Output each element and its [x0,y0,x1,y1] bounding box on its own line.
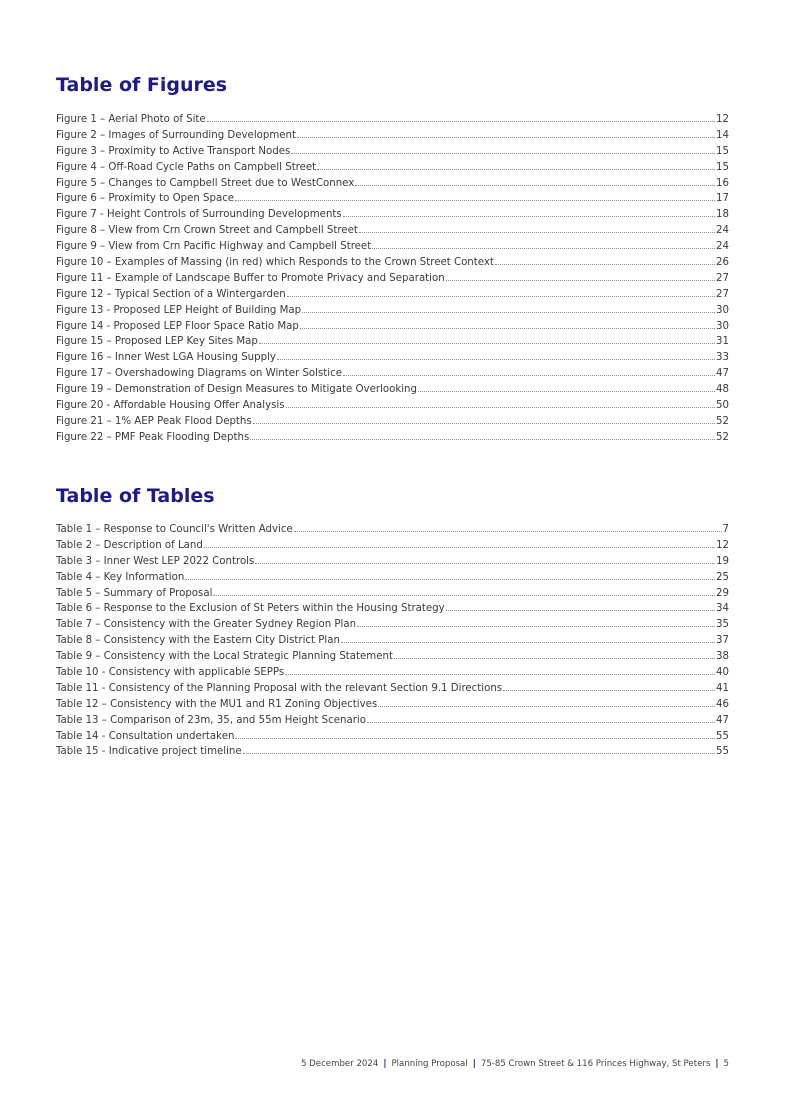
figure-entry[interactable] [56,271,729,287]
table-entry-label: Table 2 – Description of Land [56,539,203,551]
dot-leader [317,169,715,170]
figure-entry-page: 52 [716,415,729,427]
figure-entry-page: 15 [716,161,729,173]
figure-entry-label: Figure 5 – Changes to Campbell Street due to WestConnex [56,177,355,189]
table-entry[interactable] [56,665,729,681]
figure-entry[interactable] [56,350,729,366]
figure-entry-label: Figure 15 – Proposed LEP Key Sites Map [56,336,258,348]
figure-entry-page: 24 [716,225,729,237]
figure-entry-label: Figure 11 – Example of Landscape Buffer to Promote Privacy and Separation [56,272,445,284]
table-entry-label: Table 5 – Summary of Proposal [56,587,213,599]
figure-entry[interactable] [56,398,729,414]
table-entry-label: Table 11 - Consistency of the Planning Proposal with the relevant Section 9.1 Directions [56,682,503,694]
figure-entry-label: Figure 13 - Proposed LEP Height of Building Map [56,304,302,316]
figure-entry[interactable] [56,382,729,398]
table-entry-label: Table 12 – Consistency with the MU1 and R1 Zoning Objectives [56,698,378,710]
table-entry-page: 55 [716,730,729,742]
figure-entry-page: 18 [716,209,729,221]
dot-leader [302,312,715,313]
table-entry[interactable] [56,554,729,570]
table-of-figures-list [56,112,729,446]
dot-leader [286,407,715,408]
figure-entry-page: 26 [716,257,729,269]
table-entry-label: Table 6 – Response to the Exclusion of St Peters within the Housing Strategy [56,603,445,615]
dot-leader [285,674,715,675]
figure-entry[interactable] [56,223,729,239]
table-entry[interactable] [56,713,729,729]
table-entry[interactable] [56,681,729,697]
table-entry[interactable] [56,649,729,665]
dot-leader [235,200,715,201]
dot-leader [357,626,715,627]
table-entry[interactable] [56,633,729,649]
figure-entry-page: 30 [716,304,729,316]
table-entry[interactable] [56,586,729,602]
table-entry-label: Table 14 - Consultation undertaken [56,730,235,742]
table-entry-label: Table 4 – Key Information [56,571,185,583]
figure-entry-label: Figure 9 – View from Crn Pacific Highway and Campbell Street [56,241,372,253]
dot-leader [204,547,715,548]
dot-leader [495,264,715,265]
figure-entry-label: Figure 14 - Proposed LEP Floor Space Ratio Map [56,320,299,332]
dot-leader [250,439,715,440]
table-entry-page: 29 [716,587,729,599]
dot-leader [185,579,715,580]
figure-entry-page: 14 [716,129,729,141]
figure-entry-page: 27 [716,272,729,284]
dot-leader [243,753,715,754]
figure-entry-label: Figure 8 – View from Crn Crown Street and Campbell Street [56,225,358,237]
table-entry[interactable] [56,744,729,760]
table-entry-page: 55 [716,746,729,758]
dot-leader [446,610,715,611]
table-entry-page: 41 [716,682,729,694]
table-entry-label: Table 7 – Consistency with the Greater Sydney Region Plan [56,619,357,631]
figure-entry-label: Figure 7 - Height Controls of Surrounding Developments [56,209,342,221]
figure-entry-label: Figure 1 – Aerial Photo of Site [56,114,206,125]
table-entry[interactable] [56,697,729,713]
table-entry[interactable] [56,601,729,617]
figure-entry[interactable] [56,128,729,144]
dot-leader [359,232,715,233]
figure-entry[interactable] [56,160,729,176]
footer-date: 5 December 2024 [300,1059,379,1069]
table-entry-label: Table 15 - Indicative project timeline [56,746,242,758]
table-entry-page: 46 [716,698,729,710]
figure-entry-page: 48 [716,384,729,396]
figure-entry-page: 12 [716,114,729,125]
figure-entry-page: 30 [716,320,729,332]
figure-entry-page: 47 [716,368,729,380]
dot-leader [418,391,715,392]
figure-entry[interactable] [56,144,729,160]
table-entry-page: 7 [722,524,729,535]
figure-entry[interactable] [56,239,729,255]
dot-leader [503,690,715,691]
dot-leader [355,185,715,186]
figure-entry[interactable] [56,255,729,271]
dot-leader [367,722,715,723]
figure-entry-label: Figure 2 – Images of Surrounding Development [56,129,296,141]
table-of-tables-heading: Table of Tables [56,485,215,507]
figure-entry-page: 17 [716,193,729,205]
dot-leader [378,706,715,707]
dot-leader [235,738,715,739]
figure-entry-label: Figure 20 - Affordable Housing Offer Analysis [56,400,285,412]
figure-entry[interactable] [56,319,729,335]
figure-entry-label: Figure 17 – Overshadowing Diagrams on Winter Solstice [56,368,342,380]
figure-entry-page: 16 [716,177,729,189]
footer-address: 75-85 Crown Street & 116 Princes Highway, St Peters [480,1059,711,1069]
table-of-figures-heading: Table of Figures [56,74,228,96]
table-entry-page: 34 [716,603,729,615]
figure-entry-page: 31 [716,336,729,348]
figure-entry-label: Figure 22 – PMF Peak Flooding Depths [56,431,250,443]
table-entry-page: 25 [716,571,729,583]
dot-leader [213,595,715,596]
table-entry-page: 12 [716,539,729,551]
figure-entry[interactable] [56,334,729,350]
dot-leader [294,531,722,532]
table-entry[interactable] [56,570,729,586]
figure-entry-label: Figure 21 – 1% AEP Peak Flood Depths [56,415,252,427]
figure-entry[interactable] [56,414,729,430]
dot-leader [287,296,715,297]
figure-entry[interactable] [56,366,729,382]
table-entry[interactable] [56,538,729,554]
figure-entry-page: 52 [716,431,729,443]
table-entry-label: Table 1 – Response to Council's Written Advice [56,524,293,535]
figure-entry-label: Figure 12 – Typical Section of a Wintergarden [56,288,286,300]
figure-entry-page: 24 [716,241,729,253]
table-entry[interactable] [56,729,729,745]
figure-entry[interactable] [56,207,729,223]
table-entry-page: 38 [716,651,729,663]
table-entry-label: Table 9 – Consistency with the Local Strategic Planning Statement [56,651,393,663]
figure-entry[interactable] [56,303,729,319]
footer-page-number: 5 [723,1059,729,1069]
table-entry[interactable] [56,522,729,538]
figure-entry[interactable] [56,112,729,128]
table-entry-page: 47 [716,714,729,726]
figure-entry-label: Figure 19 – Demonstration of Design Measures to Mitigate Overlooking [56,384,417,396]
dot-leader [207,121,715,122]
figure-entry-label: Figure 10 – Examples of Massing (in red) which Responds to the Crown Street Context [56,257,494,269]
dot-leader [253,423,715,424]
figure-entry-label: Figure 6 – Proximity to Open Space [56,193,235,205]
dot-leader [372,248,715,249]
footer-separator: | [715,1059,719,1069]
table-of-tables-list [56,522,729,760]
table-entry-page: 35 [716,619,729,631]
dot-leader [259,343,715,344]
figure-entry[interactable] [56,191,729,207]
dot-leader [343,375,715,376]
figure-entry-page: 15 [716,145,729,157]
figure-entry-page: 33 [716,352,729,364]
figure-entry[interactable] [56,430,729,446]
dot-leader [255,563,715,564]
table-entry[interactable] [56,617,729,633]
dot-leader [297,137,715,138]
dot-leader [343,216,715,217]
figure-entry-label: Figure 16 – Inner West LGA Housing Supply [56,352,276,364]
table-entry-page: 37 [716,635,729,647]
footer-separator: | [472,1059,476,1069]
figure-entry-page: 27 [716,288,729,300]
dot-leader [394,658,715,659]
figure-entry-label: Figure 4 – Off-Road Cycle Paths on Campbell Street [56,161,317,173]
table-entry-label: Table 8 – Consistency with the Eastern City District Plan [56,635,340,647]
table-entry-label: Table 13 – Comparison of 23m, 35, and 55m Height Scenario [56,714,366,726]
figure-entry[interactable] [56,176,729,192]
table-entry-label: Table 3 – Inner West LEP 2022 Controls [56,555,255,567]
table-entry-page: 19 [716,555,729,567]
table-entry-label: Table 10 - Consistency with applicable SEPPs [56,667,285,679]
dot-leader [300,328,715,329]
figure-entry-page: 50 [716,400,729,412]
page-footer [301,1059,729,1069]
figure-entry[interactable] [56,287,729,303]
dot-leader [446,280,715,281]
figure-entry-label: Figure 3 – Proximity to Active Transport Nodes [56,145,291,157]
footer-document-title: Planning Proposal [391,1059,468,1069]
footer-separator: | [383,1059,387,1069]
dot-leader [291,153,715,154]
dot-leader [341,642,715,643]
table-entry-page: 40 [716,667,729,679]
dot-leader [277,359,715,360]
